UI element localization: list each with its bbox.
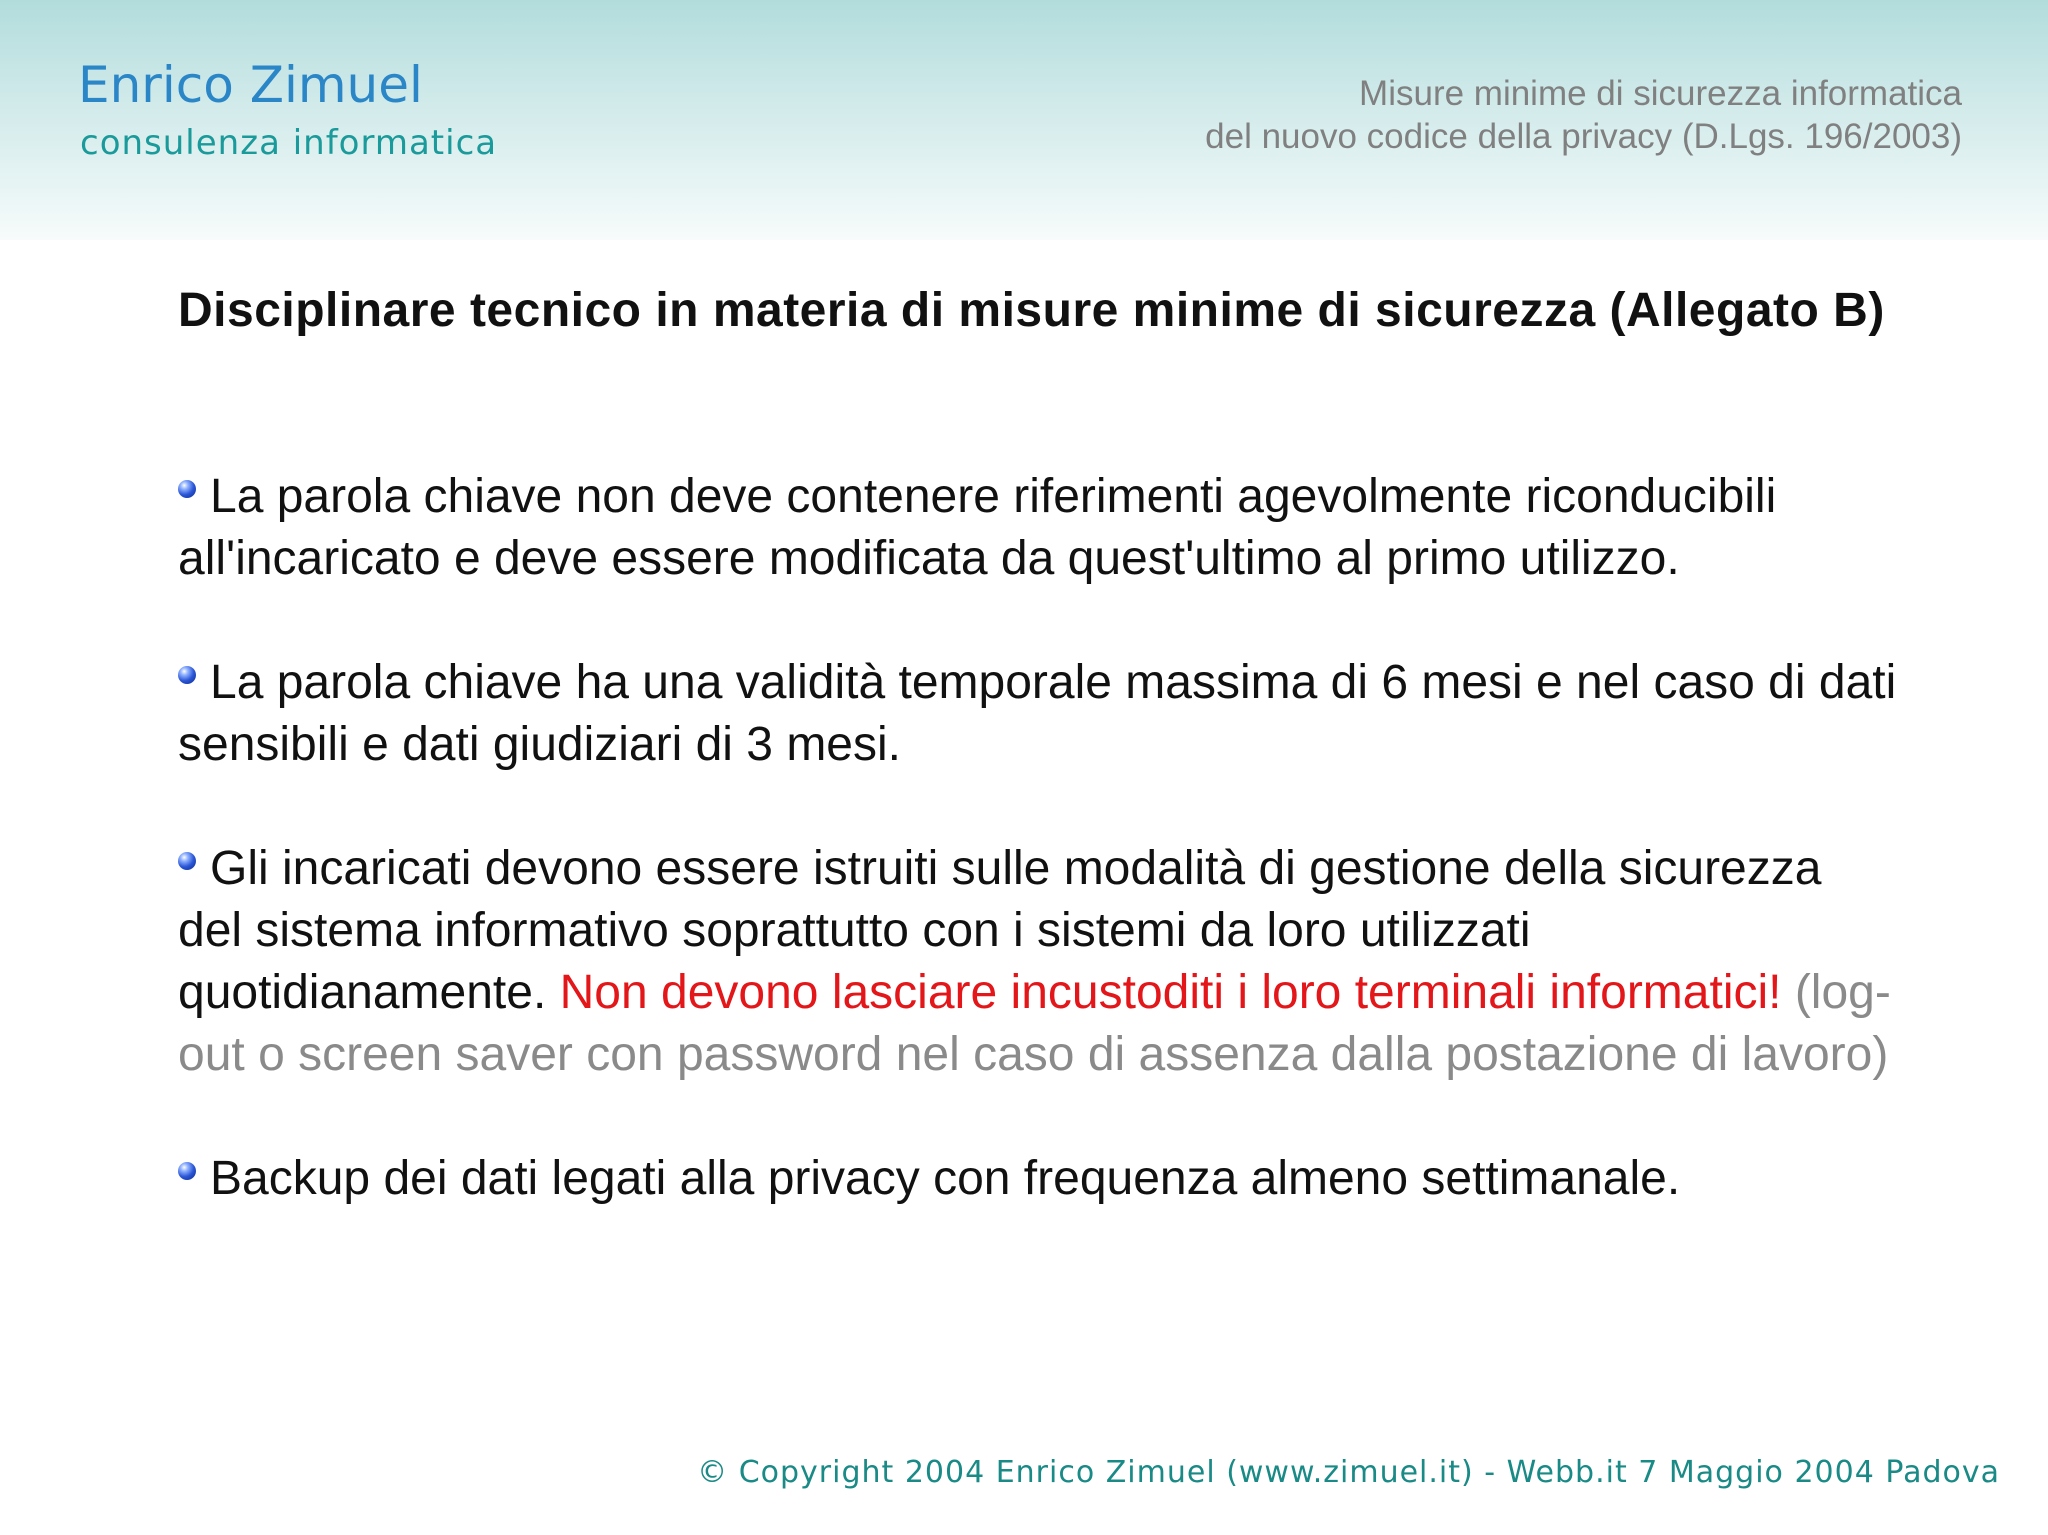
bullet-item bbox=[178, 1148, 1898, 1210]
bullet-text: La parola chiave ha una validità temporale massima di 6 mesi e nel caso di dati sensibili e dati giudiziari di 3 mesi. bbox=[178, 656, 1897, 771]
subtitle-line-1: Misure minime di sicurezza informatica bbox=[1359, 74, 1962, 113]
bullet-icon bbox=[178, 666, 196, 684]
bullet-text: Gli incaricati devono essere istruiti sulle modalità di gestione della sicurezza del sistema informativo soprattutto con i sistemi da loro utilizzati quotidianamente. bbox=[178, 842, 1822, 1019]
bullet-text: La parola chiave non deve contenere riferimenti agevolmente riconducibili all'incaricato e deve essere modificata da quest'ultimo al primo utilizzo. bbox=[178, 470, 1777, 585]
brand-tagline: consulenza informatica bbox=[80, 123, 498, 163]
copyright-footer: © Copyright 2004 Enrico Zimuel (www.zimuel.it) - Webb.it 7 Maggio 2004 Padova bbox=[697, 1455, 2000, 1490]
slide-title: Disciplinare tecnico in materia di misure minime di sicurezza (Allegato B) bbox=[178, 284, 1885, 337]
bullet-item bbox=[178, 466, 1898, 590]
subtitle-line-2: del nuovo codice della privacy (D.Lgs. 196/2003) bbox=[1205, 117, 1962, 156]
bullet-item bbox=[178, 838, 1898, 1086]
presentation-subtitle bbox=[1205, 72, 1962, 158]
slide-header bbox=[0, 0, 2048, 240]
bullet-text: Backup dei dati legati alla privacy con frequenza almeno settimanale. bbox=[210, 1152, 1681, 1205]
bullet-item bbox=[178, 652, 1898, 776]
bullet-icon bbox=[178, 480, 196, 498]
warning-text: Non devono lasciare incustoditi i loro terminali informatici! bbox=[559, 966, 1782, 1019]
brand-name: Enrico Zimuel bbox=[78, 56, 423, 114]
bullet-icon bbox=[178, 852, 196, 870]
note-text: (log-out o screen saver con password nel caso di assenza dalla postazione di lavoro) bbox=[178, 966, 1891, 1081]
bullet-list bbox=[178, 466, 1898, 1272]
bullet-icon bbox=[178, 1162, 196, 1180]
